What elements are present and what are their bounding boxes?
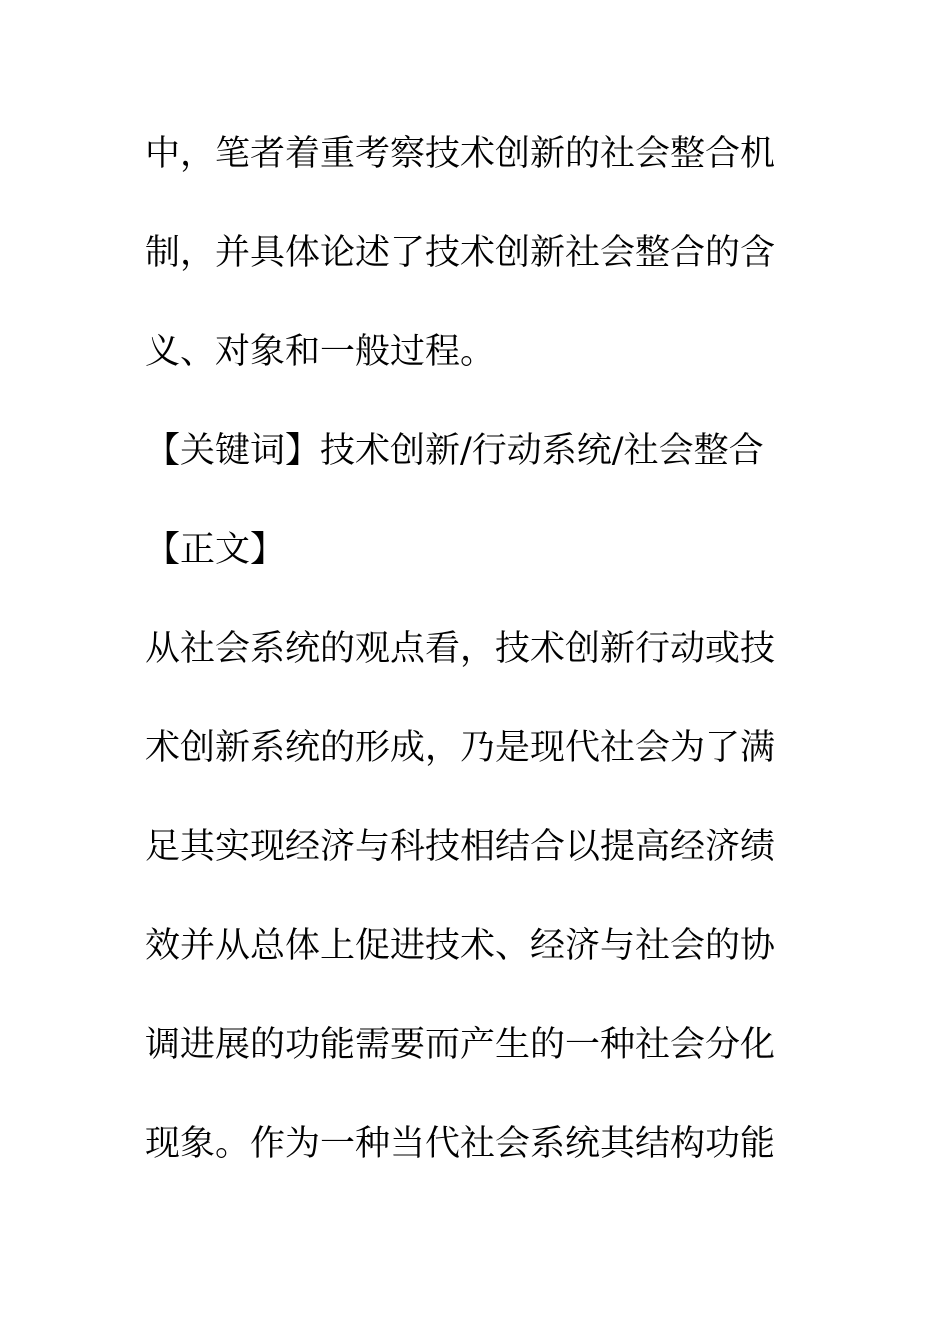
text-line: 调进展的功能需要而产生的一种社会分化 xyxy=(145,1025,776,1065)
text-line: 中，笔者着重考察技术创新的社会整合机 xyxy=(145,134,776,174)
text-line: 效并从总体上促进技术、经济与社会的协 xyxy=(145,926,776,966)
text-line: 术创新系统的形成，乃是现代社会为了满 xyxy=(145,728,776,768)
text-line: 现象。作为一种当代社会系统其结构功能 xyxy=(145,1124,776,1164)
body-text xyxy=(145,128,785,1217)
section-heading: 【正文】 xyxy=(145,530,286,570)
keywords-line: 【关键词】技术创新/行动系统/社会整合 xyxy=(145,431,764,471)
text-line: 义、对象和一般过程。 xyxy=(145,332,496,372)
text-line: 从社会系统的观点看，技术创新行动或技 xyxy=(145,629,776,669)
text-line: 足其实现经济与科技相结合以提高经济绩 xyxy=(145,827,776,867)
text-line: 制，并具体论述了技术创新社会整合的含 xyxy=(145,233,776,273)
